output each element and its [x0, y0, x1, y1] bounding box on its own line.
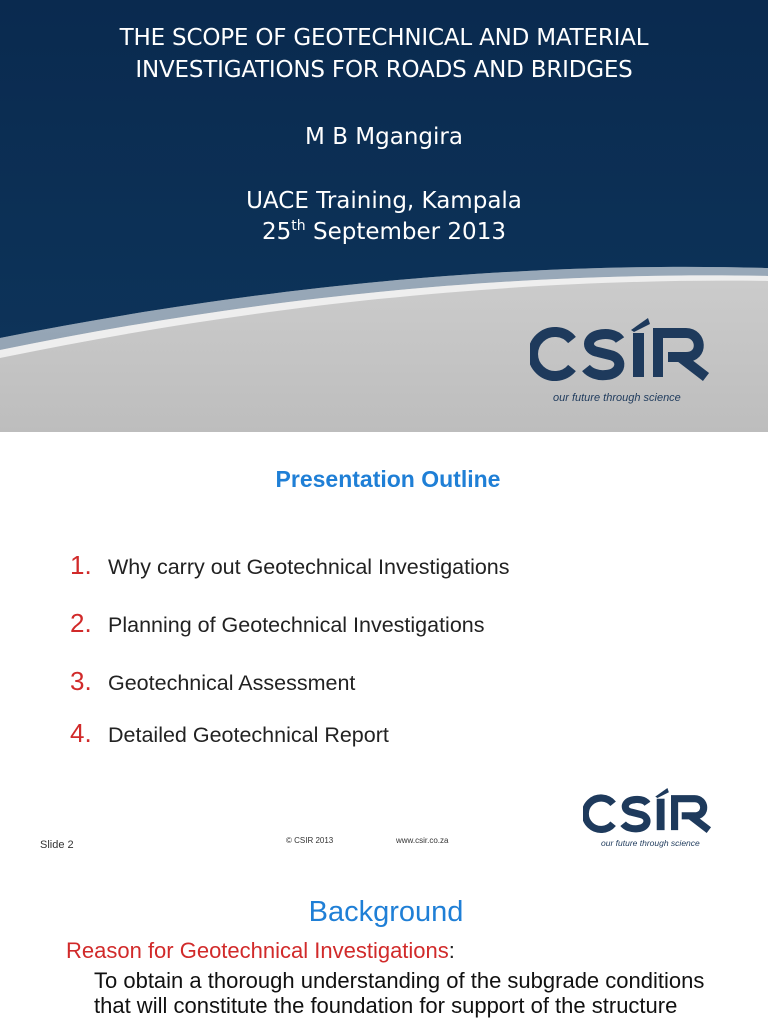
logo-tagline: our future through science: [553, 392, 681, 404]
author-name: M B Mgangira: [305, 124, 463, 150]
csir-logo-small: [583, 788, 719, 838]
reason-label: [66, 938, 455, 964]
footer-copyright: © CSIR 2013: [286, 836, 334, 845]
slide-number: Slide 2: [40, 839, 74, 851]
event-date: [0, 217, 768, 248]
outline-text: Why carry out Geotechnical Investigations: [108, 555, 510, 579]
outline-number: 1.: [70, 550, 92, 580]
date-rest: September 2013: [305, 219, 506, 245]
outline-slide: [0, 432, 768, 864]
reason-text: Reason for Geotechnical Investigations: [66, 938, 449, 963]
csir-logo: [530, 318, 720, 388]
outline-text: Planning of Geotechnical Investigations: [108, 613, 485, 637]
outline-number: 3.: [70, 666, 92, 696]
outline-text: Detailed Geotechnical Report: [108, 723, 389, 747]
title-slide: [0, 0, 768, 432]
title-line-2: INVESTIGATIONS FOR ROADS AND BRIDGES: [135, 57, 633, 83]
background-slide: [0, 864, 768, 1024]
date-day: 25: [262, 219, 292, 245]
date-suffix: th: [291, 218, 306, 234]
title-line-1: THE SCOPE OF GEOTECHNICAL AND MATERIAL: [119, 25, 649, 51]
footer-url: www.csir.co.za: [396, 836, 449, 845]
event-info: [0, 186, 768, 248]
outline-item: [70, 608, 485, 639]
outline-number: 2.: [70, 608, 92, 638]
outline-item: [70, 718, 389, 749]
outline-heading: Presentation Outline: [275, 466, 501, 492]
reason-colon: :: [448, 938, 455, 963]
outline-text: Geotechnical Assessment: [108, 671, 356, 695]
presentation-title: [0, 22, 768, 86]
background-heading: Background: [308, 896, 464, 928]
logo-tagline-small: our future through science: [601, 838, 700, 848]
outline-number: 4.: [70, 718, 92, 748]
reason-body: To obtain a thorough understanding of the subgrade conditions that will constitute the foundation for support of the structure: [94, 968, 705, 1018]
outline-item: [70, 550, 510, 581]
event-location: UACE Training, Kampala: [246, 188, 522, 214]
outline-item: [70, 666, 355, 697]
